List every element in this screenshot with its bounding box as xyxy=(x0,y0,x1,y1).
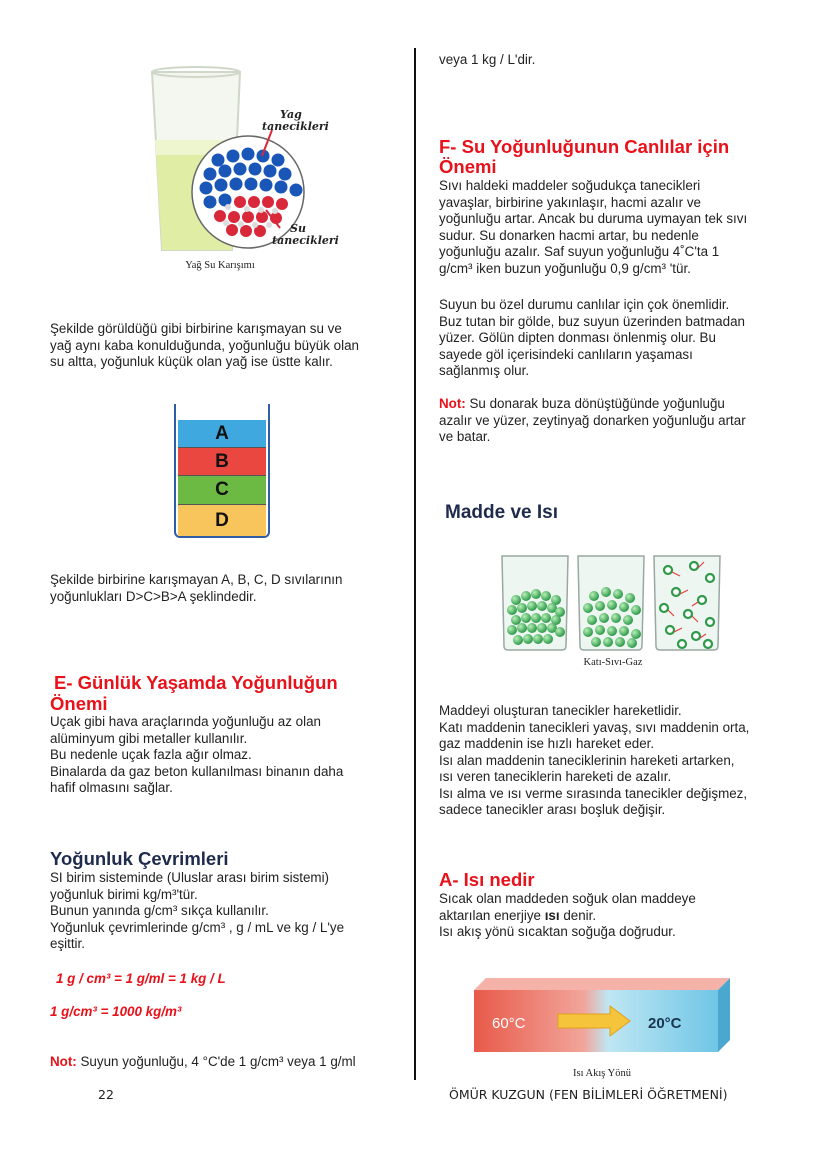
water-label-line2: tanecikleri xyxy=(272,234,339,247)
section-e-line: Binalarda da gaz beton kullanılması binanın daha xyxy=(50,763,344,779)
matter-heat-line: Isı alma ve ısı verme sırasında tanecikler değişmez, xyxy=(439,785,748,801)
section-f-line: g/cm³ iken buzun yoğunluğu 0,9 g/cm³ 'tür. xyxy=(439,260,691,276)
hot-temperature: 60°C xyxy=(492,1015,526,1032)
oil-water-line: su altta, yoğunluk küçük olan yağ ise üstte kalır. xyxy=(50,354,333,369)
tube-paragraph xyxy=(50,572,400,605)
solid-liquid-gas-caption: Katı-Sıvı-Gaz xyxy=(583,657,643,668)
heat-flow-caption: Isı Akış Yönü xyxy=(573,1068,631,1079)
section-f-line: Suyun bu özel durumu canlılar için çok önemlidir. xyxy=(439,297,730,312)
liquid-layers-tube xyxy=(178,404,266,538)
section-a-line xyxy=(439,908,799,925)
conversions-line: yoğunluk birimi kg/m³'tür. xyxy=(50,886,198,902)
beaker-gas xyxy=(654,556,720,650)
section-a-line: Sıcak olan maddeden soğuk olan maddeye xyxy=(439,891,696,906)
note-text: Suyun yoğunluğu, 4 °C'de 1 g/cm³ veya 1 g/ml xyxy=(76,1054,356,1069)
section-e-line: hafif olmasını sağlar. xyxy=(50,780,173,795)
oil-water-illustration xyxy=(140,60,339,260)
section-f-title-2-text: Önemi xyxy=(439,156,497,177)
tube-line: Şekilde birbirine karışmayan A, B, C, D sıvılarının xyxy=(50,572,343,587)
water-label-line1: Su xyxy=(290,222,306,235)
layer-d: D xyxy=(178,505,266,536)
oil-water-caption: Yağ Su Karışımı xyxy=(185,260,255,271)
page-number: 22 xyxy=(98,1087,114,1102)
section-f-paragraph-1 xyxy=(439,178,789,277)
oil-label-line1: Yag xyxy=(280,108,302,121)
section-f-line: sudur. Su donarken hacmi artar, bu nedenle xyxy=(439,227,699,243)
section-f-note-line: azalır ve yüzer, zeytinyağ donarken yoğunluğu artar xyxy=(439,412,746,428)
cold-temperature: 20°C xyxy=(648,1015,682,1032)
conversions-line: Yoğunluk çevrimlerinde g/cm³ , g / mL ve kg / L'ye xyxy=(50,919,345,935)
section-a-bold-term: ısı xyxy=(544,907,560,923)
matter-heat-title: Madde ve Isı xyxy=(445,502,558,523)
conversions-title: Yoğunluk Çevrimleri xyxy=(50,848,229,869)
heat-flow-block xyxy=(470,974,740,1056)
note-label: Not: xyxy=(50,1054,77,1069)
continued-line: veya 1 kg / L'dir. xyxy=(439,52,536,67)
section-f-line: yüzer. Gölün dipten donması önlenmiş olur. Bu xyxy=(439,330,716,345)
layer-c: C xyxy=(178,476,266,505)
column-divider xyxy=(414,48,416,1080)
oil-water-paragraph xyxy=(50,321,400,371)
section-f-title xyxy=(439,137,729,156)
matter-heat-line: Katı maddenin tanecikleri yavaş, sıvı maddenin orta, xyxy=(439,719,750,735)
section-f-line: yavaşlar, birbirine yakınlaşır, hacmi azalır ve xyxy=(439,194,701,210)
note-label: Not: xyxy=(439,396,466,411)
formula-2: 1 g/cm³ = 1000 kg/m³ xyxy=(50,1004,182,1019)
note-text: Su donarak buza dönüştüğünde yoğunluğu xyxy=(465,396,725,411)
oil-water-line: Şekilde görüldüğü gibi birbirine karışmayan su ve xyxy=(50,321,342,336)
section-a-line2-post: denir. xyxy=(559,907,597,923)
section-f-note-line xyxy=(439,396,789,413)
heat-flow-figure xyxy=(470,974,740,1056)
author-footer: ÖMÜR KUZGUN (FEN BİLİMLERİ ÖĞRETMENİ) xyxy=(449,1087,728,1102)
oil-water-line: yağ aynı kaba konulduğunda, yoğunluğu büyük olan xyxy=(50,337,359,353)
section-e-line: Uçak gibi hava araçlarında yoğunluğu az olan xyxy=(50,714,321,729)
section-f-note xyxy=(439,396,789,446)
tube-line: yoğunlukları D>C>B>A şeklindedir. xyxy=(50,588,257,604)
matter-heat-line: gaz maddenin ise hızlı hareket eder. xyxy=(439,736,655,751)
matter-heat-line: ısı veren taneciklerin hareketi de azalır. xyxy=(439,769,672,784)
conversions-body xyxy=(50,870,405,953)
section-f-note-line: ve batar. xyxy=(439,429,491,444)
section-f-line: Buz tutan bir gölde, buz suyun üzerinden batmadan xyxy=(439,313,745,329)
section-e-title-1: E- Günlük Yaşamda Yoğunluğun xyxy=(54,672,338,693)
section-f-line: sayede göl içerisindeki canlıların yaşaması xyxy=(439,346,693,362)
layer-a: A xyxy=(178,420,266,448)
formula-1: 1 g / cm³ = 1 g/ml = 1 kg / L xyxy=(56,971,226,986)
oil-water-figure xyxy=(140,60,339,260)
conversions-line: Bunun yanında g/cm³ sıkça kullanılır. xyxy=(50,903,269,918)
beaker-solid xyxy=(502,556,568,650)
beakers-illustration xyxy=(498,548,728,654)
section-e-title xyxy=(54,673,338,692)
section-e-line: Bu nedenle uçak fazla ağır olmaz. xyxy=(50,747,252,762)
section-f-title-2 xyxy=(439,157,497,176)
section-e-line: alüminyum gibi metaller kullanılır. xyxy=(50,730,248,746)
section-f-line: yoğunluğu azalır. Saf suyun yoğunluğu 4˚C'ta 1 xyxy=(439,244,720,259)
section-f-line: yoğunluğu artar. Ancak bu duruma uymayan tek sıvı xyxy=(439,211,748,226)
matter-heat-line: Isı alan maddenin taneciklerinin hareketi artarken, xyxy=(439,752,735,768)
conversions-note xyxy=(50,1054,356,1071)
section-a-body xyxy=(439,891,799,941)
section-a-line: Isı akış yönü sıcaktan soğuğa doğrudur. xyxy=(439,924,676,939)
section-e-body xyxy=(50,714,405,797)
conversions-line: SI birim sisteminde (Uluslar arası birim sistemi) xyxy=(50,870,330,885)
layer-b: B xyxy=(178,448,266,476)
section-a-title: A- Isı nedir xyxy=(439,869,535,890)
section-a-line2-pre: aktarılan enerjiye xyxy=(439,907,545,923)
matter-heat-body xyxy=(439,703,799,819)
beaker-liquid xyxy=(578,556,644,650)
section-f-paragraph-2 xyxy=(439,297,789,380)
solid-liquid-gas-figure xyxy=(498,548,728,654)
section-f-title-1: F- Su Yoğunluğunun Canlılar için xyxy=(439,136,730,157)
section-f-line: Sıvı haldeki maddeler soğudukça tanecikleri xyxy=(439,178,701,193)
section-e-title-2-text: Önemi xyxy=(50,693,108,714)
oil-label-line2: tanecikleri xyxy=(262,120,329,133)
section-e-title-2 xyxy=(50,694,108,713)
conversions-line: eşittir. xyxy=(50,936,85,951)
section-f-line: sağlanmış olur. xyxy=(439,363,530,378)
matter-heat-line: sadece tanecikler arası boşluk değişir. xyxy=(439,802,666,817)
matter-heat-line: Maddeyi oluşturan tanecikler hareketlidir. xyxy=(439,703,682,718)
